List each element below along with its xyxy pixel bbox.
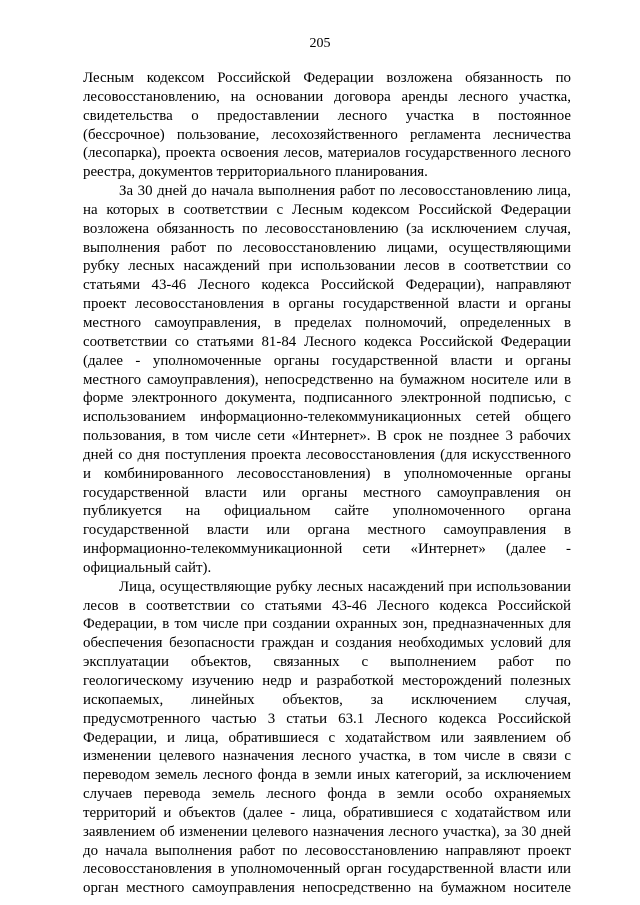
- text-line: (бессрочное) пользование, лесохозяйственного регламента лесничества: [83, 126, 571, 143]
- text-line: территорий и объектов (далее - лица, обратившиеся с ходатайством или: [83, 804, 571, 821]
- text-line: Лица, осуществляющие рубку лесных насаждений при использовании: [119, 578, 571, 595]
- text-line: лесовосстановлению, на основании договора аренды лесного участка,: [83, 88, 571, 105]
- text-line: Лесным кодексом Российской Федерации возложена обязанность по: [83, 70, 571, 86]
- page-number: 205: [309, 36, 331, 51]
- paragraph: [83, 182, 571, 578]
- text-line: на которых в соответствии с Лесным кодексом Российской Федерации: [83, 201, 571, 218]
- text-line: Федерации, и лица, обратившиеся с ходатайством или заявлением об: [83, 729, 571, 746]
- text-line: свидетельства о предоставлении лесного участка в постоянное: [83, 107, 571, 124]
- text-line: орган местного самоуправления непосредственно на бумажном носителе: [83, 880, 571, 897]
- text-line: возложена обязанность по лесовосстановлению (за исключением случая,: [83, 220, 571, 237]
- text-line: реестра, документов территориального планирования.: [83, 164, 428, 181]
- text-line: предусмотренного частью 3 статьи 63.1 Лесного кодекса Российской: [83, 710, 571, 727]
- text-line: местного самоуправления, в пределах полномочий, определенных в: [83, 314, 571, 331]
- text-line: обеспечения безопасности граждан и создания необходимых условий для: [83, 635, 571, 652]
- text-line: За 30 дней до начала выполнения работ по лесовосстановлению лица,: [119, 183, 571, 200]
- document-body: [83, 69, 571, 898]
- text-line: информационно-телекоммуникационной сети «Интернет» (далее -: [83, 541, 571, 558]
- text-line: заявлением об изменении целевого назначения лесного участка), за 30 дней: [83, 823, 571, 840]
- text-line: официальный сайт).: [83, 559, 212, 576]
- text-line: переводом земель лесного фонда в земли иных категорий, за исключением: [83, 767, 571, 784]
- text-line: ископаемых, линейных объектов, за исключением случая,: [83, 691, 571, 708]
- text-line: лесов в соответствии со статьями 43-46 Лесного кодекса Российской: [83, 597, 571, 614]
- text-line: дней со дня поступления проекта лесовосстановления (для искусственного: [83, 446, 571, 463]
- paragraph: [83, 69, 571, 182]
- text-line: (далее - уполномоченные органы государственной власти и органы: [83, 352, 571, 369]
- text-line: государственной власти или органы местного самоуправления он: [83, 484, 571, 501]
- text-line: соответствии со статьями 81-84 Лесного кодекса Российской Федерации: [83, 333, 571, 350]
- text-line: Федерации, в том числе при создании охранных зон, предназначенных для: [83, 616, 571, 633]
- text-line: случаев перевода земель лесного фонда в земли особо охраняемых: [83, 786, 571, 803]
- text-line: и комбинированного лесовосстановления) в уполномоченные органы: [83, 465, 571, 482]
- text-line: эксплуатации объектов, связанных с выполнением работ по: [83, 654, 571, 671]
- text-line: местного самоуправления), непосредственно на бумажном носителе или в: [83, 371, 571, 388]
- text-line: публикуется на официальном сайте уполномоченного органа: [83, 503, 571, 520]
- text-line: статьями 43-46 Лесного кодекса Российской Федерации), направляют: [83, 277, 571, 294]
- text-line: рубку лесных насаждений при использовании лесов в соответствии со: [83, 258, 571, 275]
- text-line: лесовосстановления в уполномоченный орган государственной власти или: [83, 861, 571, 878]
- text-line: (лесопарка), проекта освоения лесов, материалов государственного лесного: [83, 145, 571, 162]
- text-line: государственной власти или органа местного самоуправления в: [83, 522, 571, 539]
- text-line: выполнения работ по лесовосстановлению лицами, осуществляющими: [83, 239, 571, 256]
- text-line: проект лесовосстановления в органы государственной власти и органы: [83, 296, 571, 313]
- text-line: пользования, в том числе сети «Интернет». В срок не позднее 3 рабочих: [83, 428, 571, 445]
- paragraph: [83, 578, 571, 898]
- text-line: изменении целевого назначения лесного участка, в том числе в связи с: [83, 748, 571, 765]
- text-line: до начала выполнения работ по лесовосстановлению направляют проект: [83, 842, 571, 859]
- text-line: форме электронного документа, подписанного электронной подписью, с: [83, 390, 571, 407]
- text-line: использованием информационно-телекоммуникационных сетей общего: [83, 409, 571, 426]
- text-line: геологическому изучению недр и разработкой месторождений полезных: [83, 673, 571, 689]
